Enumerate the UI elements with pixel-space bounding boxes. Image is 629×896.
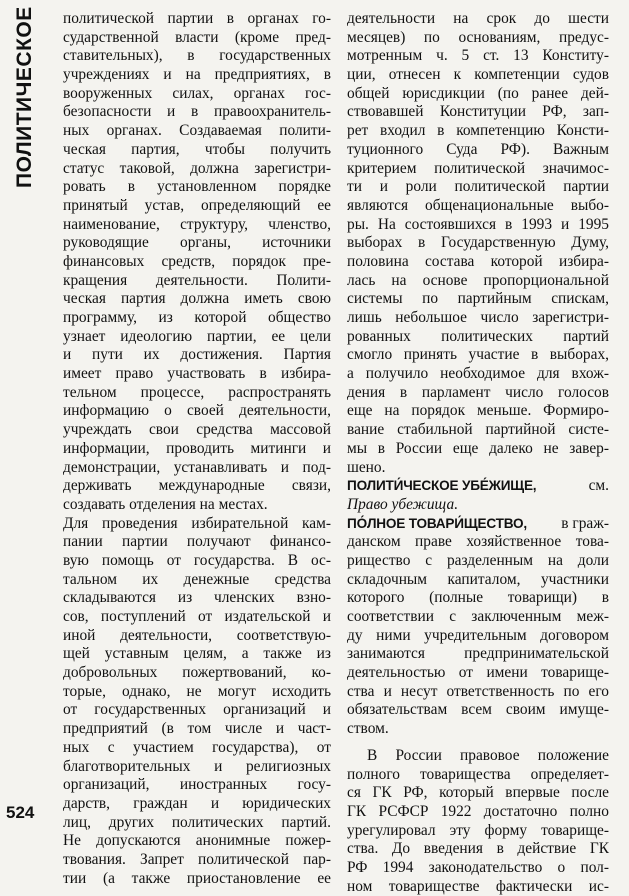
text-line: В России правовое положение xyxy=(367,746,609,764)
text-line: рищество с разделенным на доли xyxy=(347,551,609,569)
text-line: учреждениях и на предприятиях, в xyxy=(63,66,331,84)
text-line: ГК РСФСР 1922 достаточно полно xyxy=(347,802,609,820)
entry-general-partnership xyxy=(347,515,609,534)
text-line: ческая партия, чтобы получить xyxy=(63,140,331,158)
text-line: а получило необходимое для вхож- xyxy=(347,365,609,383)
text-line: руководящие органы, источники xyxy=(63,234,331,252)
text-line: ствовавшей Конституции РФ, зап- xyxy=(347,103,609,121)
paragraph-gap xyxy=(347,739,609,747)
text-line: ся ГК РФ, который впервые после xyxy=(347,784,609,802)
text-line: являются общенациональные выбо- xyxy=(347,196,609,214)
text-line: обязательствам всем своим имуще- xyxy=(347,701,609,719)
text-line: занимаются предпринимательской xyxy=(347,645,609,663)
text-line: складываются из членских взно- xyxy=(63,589,331,607)
text-line: информацию о своей деятельности, xyxy=(63,402,331,420)
text-line: дения в парламент число голосов xyxy=(347,383,609,401)
text-line: мы в России еще далеко не завер- xyxy=(347,439,609,457)
text-line: смогло принять участие в выборах, xyxy=(347,346,609,364)
text-line: системы по партийным спискам, xyxy=(347,290,609,308)
text-line: ти и роли политической партии xyxy=(347,178,609,196)
text-line: программу, из которой общество xyxy=(63,309,331,326)
text-line: которого (полные товарищи) в xyxy=(347,589,609,607)
text-line: организаций, иностранных госу- xyxy=(63,776,331,794)
text-line: торые, однако, не могут исходить xyxy=(63,682,331,700)
text-line: информации, проводить митинги и xyxy=(63,439,331,457)
page-number: 524 xyxy=(6,803,35,822)
text-line: полного товарищества определяет- xyxy=(347,765,609,783)
text-line: тельном процессе, распространять xyxy=(63,383,331,401)
definition-start: в граж- xyxy=(561,514,609,532)
text-line: наименование, структуру, членство, xyxy=(63,215,331,233)
text-line: рет входил в компетенцию Консти- xyxy=(347,122,609,140)
text-line: лишь небольшое число зарегистри- xyxy=(347,309,609,326)
definition-text xyxy=(347,533,609,739)
running-head: ПОЛИТИЧЕСКОЕ xyxy=(13,6,36,188)
text-line: лиц, других политических партий. xyxy=(63,813,331,831)
text-line: добровольных пожертвований, ко- xyxy=(63,664,331,682)
text-line: соответствии с заключенным меж- xyxy=(347,608,609,625)
continued-article-text xyxy=(347,10,609,477)
text-line: общей юрисдикции (по ранее дей- xyxy=(347,84,609,102)
text-line: шено. xyxy=(347,458,386,476)
text-line: ном товариществе фактически ис- xyxy=(347,877,609,895)
text-line: урегулировал эту форму товарище- xyxy=(347,821,609,839)
text-line: тии (а также приостановление ее xyxy=(63,869,331,887)
text-line: узнает идеологию партии, ее цели xyxy=(63,327,331,345)
text-line: кращения деятельности. Полити- xyxy=(63,271,331,289)
text-line: предприятий (в том числе и част- xyxy=(63,720,331,738)
text-line: критерием политической значимос- xyxy=(347,159,609,177)
text-line: выборах в Государственную Думу, xyxy=(347,234,609,252)
second-paragraph xyxy=(347,747,609,896)
text-line: ду ними учредительным договором xyxy=(347,626,609,644)
text-line: Для проведения избирательной кам- xyxy=(63,514,331,532)
text-line: принятый устав, определяющий ее xyxy=(63,196,331,214)
text-line: вание стабильной партийной систе- xyxy=(347,421,609,439)
text-line: учреждать свои средства массовой xyxy=(63,421,331,439)
text-line: финансовых средств, порядок пре- xyxy=(63,252,331,270)
text-line: РФ 1994 законодательство о пол- xyxy=(347,858,609,876)
see-reference-marker: см. xyxy=(588,477,609,495)
text-line: щей уставным целям, а также из xyxy=(63,645,331,663)
text-line: политической партии в органах го- xyxy=(63,10,331,27)
text-line: еще на порядок меньше. Формиро- xyxy=(347,402,609,420)
text-line: дарств, граждан и юридических xyxy=(63,794,331,812)
entry-political-asylum xyxy=(347,477,609,496)
text-line: сов, поступлений от издательской и xyxy=(63,608,331,625)
text-line: ства. До введения в действие ГК xyxy=(347,840,609,858)
text-line: тальном их денежные средства xyxy=(63,570,331,588)
text-line: пании партии получают финансо- xyxy=(63,533,331,551)
text-line: Не допускаются анонимные пожер- xyxy=(63,832,331,850)
text-line: ных органах. Создаваемая полити- xyxy=(63,122,331,140)
headword: ПОЛИТИ́ЧЕСКОЕ УБЕ́ЖИЩЕ, xyxy=(347,478,537,494)
text-line: создавать отделения на местах. xyxy=(63,495,268,513)
right-column xyxy=(347,10,609,896)
text-line: месяцев) по основаниям, предус- xyxy=(347,28,609,46)
text-line: держивать международные связи, xyxy=(63,477,331,495)
text-line: данском праве хозяйственное това- xyxy=(347,533,609,551)
text-line: ных с участием государства), от xyxy=(63,738,331,756)
text-line: ства и несут ответственность по его xyxy=(347,682,609,700)
text-line: рованных политических партий xyxy=(347,327,609,345)
text-line: ставительных), в государственных xyxy=(63,47,331,65)
text-line: безопасности и в правоохранитель- xyxy=(63,103,331,121)
text-line: от государственных организаций и xyxy=(63,701,331,719)
text-line: благотворительных и религиозных xyxy=(63,757,331,775)
left-column xyxy=(63,10,331,888)
text-line: и пути их достижения. Партия xyxy=(63,346,331,364)
text-line: ровать в установленном порядке xyxy=(63,178,331,196)
text-line: лась на основе пропорциональной xyxy=(347,271,609,289)
text-line: складочным капиталом, участники xyxy=(347,570,609,588)
text-line: твования. Запрет политической пар- xyxy=(63,850,331,868)
text-line: сударственной власти (кроме пред- xyxy=(63,28,331,46)
text-line: ции, отнесен к компетенции судов xyxy=(347,66,609,84)
text-line: вооруженных силах, органах гос- xyxy=(63,84,331,102)
text-line: деятельности на срок до шести xyxy=(347,10,609,27)
text-line: половина состава которой избира- xyxy=(347,252,609,270)
text-line: мотренным ч. 5 ст. 13 Конститу- xyxy=(347,47,609,65)
text-line: ческая партия должна иметь свою xyxy=(63,290,331,308)
text-line: иной деятельности, соответствую- xyxy=(63,626,331,644)
text-line: вую помощь от государства. В ос- xyxy=(63,551,331,569)
text-line: ры. На состоявшихся в 1993 и 1995 xyxy=(347,215,609,233)
text-line: имеет право участвовать в избира- xyxy=(63,365,331,383)
text-line: статус таковой, должна зарегистри- xyxy=(63,159,331,177)
cross-reference-link[interactable]: Право убежища. xyxy=(347,495,459,513)
text-line: демонстрации, устанавливать и под- xyxy=(63,458,331,476)
text-line: деятельностью от имени товарище- xyxy=(347,664,609,682)
headword: ПО́ЛНОЕ ТОВАРИ́ЩЕСТВО, xyxy=(347,515,527,531)
text-line: туционного Суда РФ). Важным xyxy=(347,140,609,158)
text-line: ством. xyxy=(347,720,389,738)
